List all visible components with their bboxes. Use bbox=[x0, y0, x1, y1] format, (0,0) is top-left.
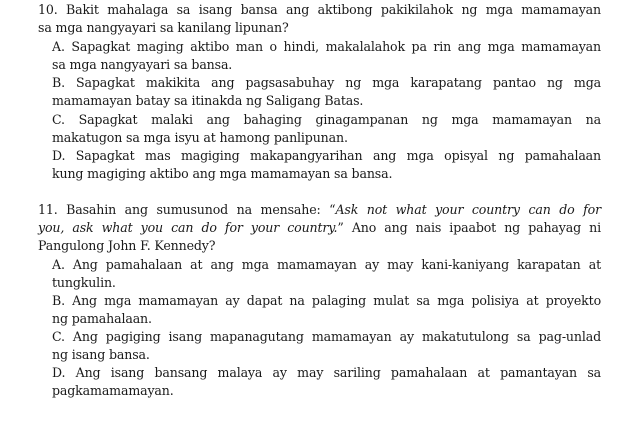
stem-suffix: ” Ano ang nais ipaabot ng pahayag ni bbox=[337, 220, 601, 235]
stem-prefix: 11. Basahin ang sumusunod na mensahe: “ bbox=[38, 202, 336, 217]
question-11-stem-line-3: Pangulong John F. Kennedy? bbox=[38, 238, 216, 253]
question-11-stem-line-2 bbox=[38, 219, 601, 237]
option-c-line-1: C. Ang pagiging isang mapanagutang mamamayan ay makatutulong sa pag-unlad bbox=[52, 329, 601, 344]
question-10-stem-line-2: sa mga nangyayari sa kanilang lipunan? bbox=[38, 20, 289, 35]
option-a-line-2: sa mga nangyayari sa bansa. bbox=[52, 57, 233, 72]
quote-part-1: Ask not what your country can do for bbox=[335, 202, 601, 217]
quote-part-2: you, ask what you can do for your country. bbox=[38, 220, 338, 235]
option-d-line-1: D. Ang isang bansang malaya ay may sariling pamahalaan at pamantayan sa bbox=[52, 365, 601, 380]
option-b-line-2: mamamayan batay sa itinakda ng Saligang Batas. bbox=[52, 93, 364, 108]
option-b-line-1: B. Sapagkat makikita ang pagsasabuhay ng mga karapatang pantao ng mga bbox=[52, 75, 601, 90]
option-c-line-2: makatugon sa mga isyu at hamong panlipunan. bbox=[52, 130, 348, 145]
option-a-line-1: A. Ang pamahalaan at ang mga mamamayan ay may kani-kaniyang karapatan at bbox=[52, 257, 601, 272]
option-d-line-1: D. Sapagkat mas magiging makapangyarihan ang mga opisyal ng pamahalaan bbox=[52, 148, 601, 163]
option-b-line-2: ng pamahalaan. bbox=[52, 311, 152, 326]
option-c-line-2: ng isang bansa. bbox=[52, 347, 150, 362]
question-11-stem-line-1 bbox=[38, 201, 601, 219]
question-10-stem-line-1: 10. Bakit mahalaga sa isang bansa ang aktibong pakikilahok ng mga mamamayan bbox=[38, 2, 601, 17]
option-b-line-1: B. Ang mga mamamayan ay dapat na palaging mulat sa mga polisiya at proyekto bbox=[52, 293, 601, 308]
option-a-line-2: tungkulin. bbox=[52, 275, 116, 290]
option-a-line-1: A. Sapagkat maging aktibo man o hindi, makalalahok pa rin ang mga mamamayan bbox=[52, 39, 601, 54]
option-c-line-1: C. Sapagkat malaki ang bahaging ginagampanan ng mga mamamayan na bbox=[52, 112, 601, 127]
option-d-line-2: pagkamamamayan. bbox=[52, 383, 174, 398]
option-d-line-2: kung magiging aktibo ang mga mamamayan sa bansa. bbox=[52, 166, 393, 181]
